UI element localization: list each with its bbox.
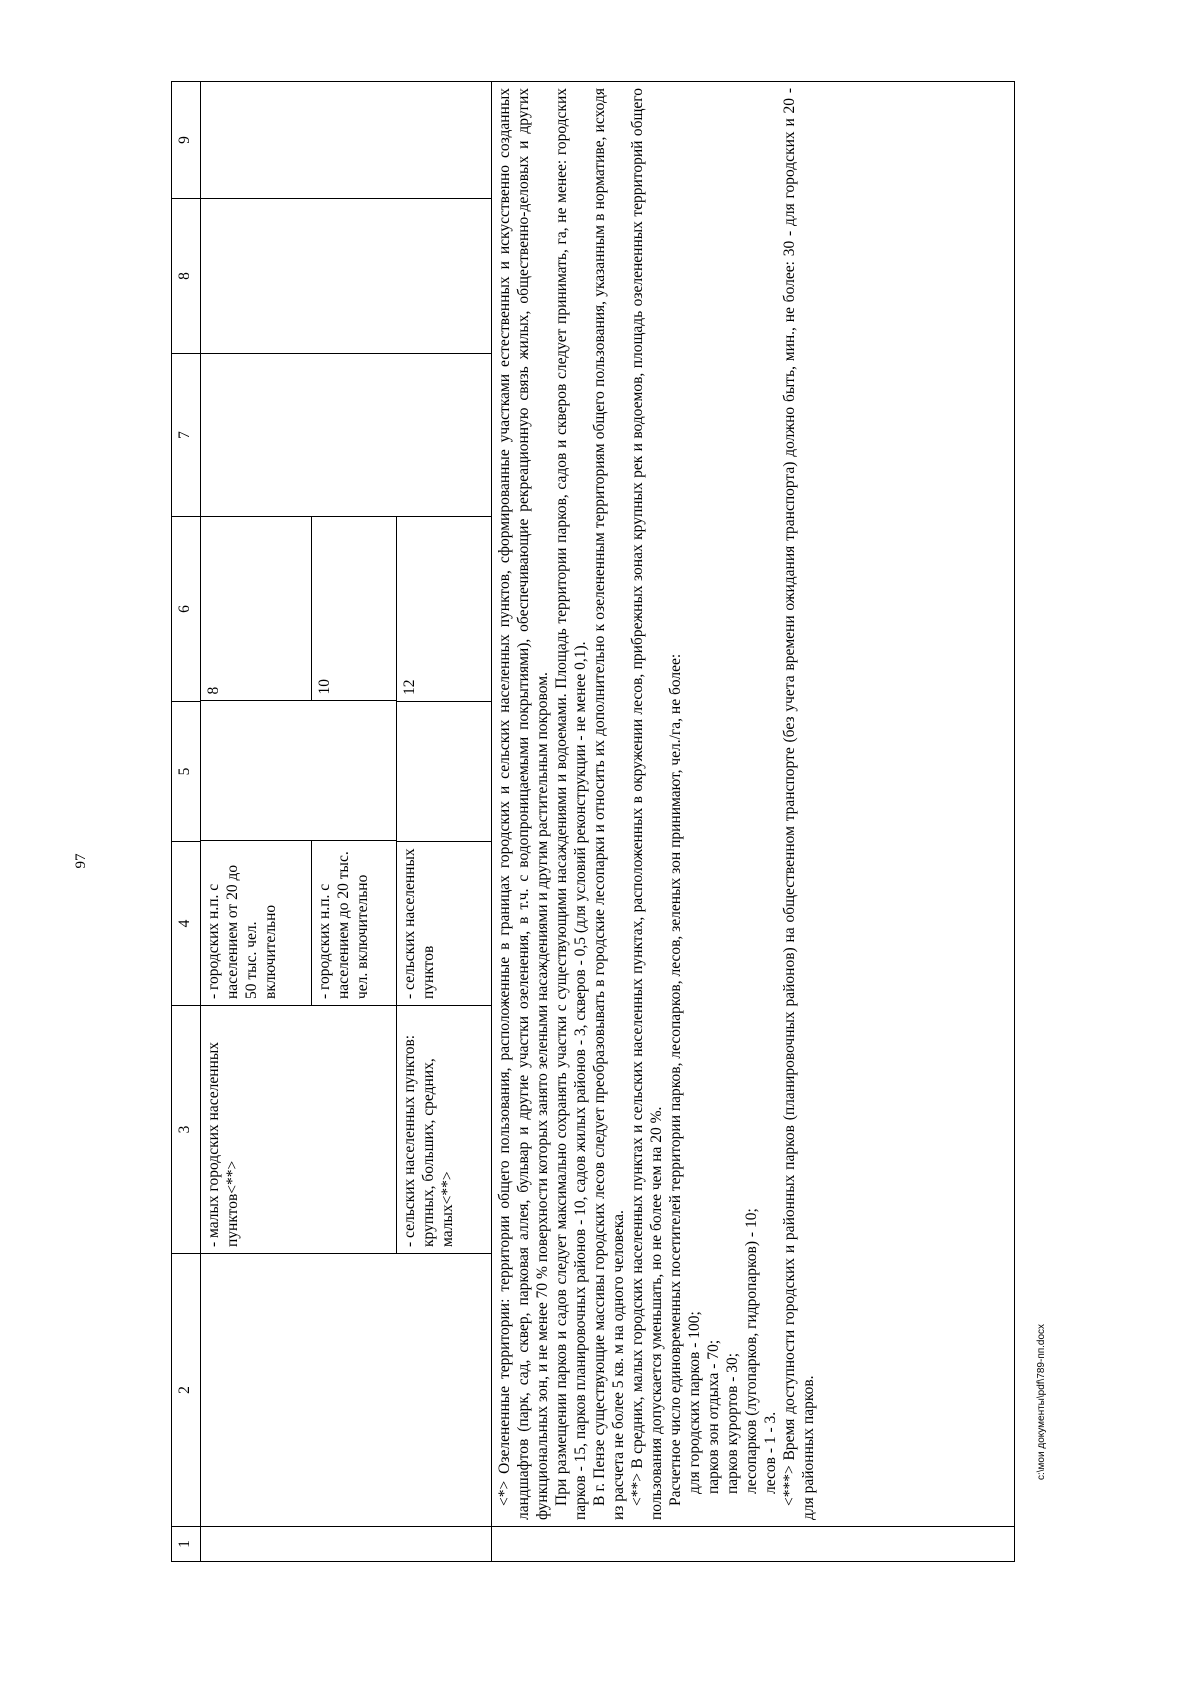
cell-col5-empty <box>201 701 396 841</box>
cell-small-towns: - малых городских населенных пунктов<**> <box>201 1006 397 1254</box>
col-header-7: 7 <box>172 354 201 517</box>
cell-col1 <box>201 1527 492 1562</box>
cell-rural-type: - сельских населенных пунктов <box>397 842 492 1006</box>
visitor-item-recreation: парков зон отдыха - 70; <box>705 1339 722 1494</box>
col-header-1: 1 <box>172 1527 201 1562</box>
note-accessibility: <***> Время доступности городских и районных парков (планировочных районов) на общественном транспорте (без учета времени ожидания транспорта) должно быть, мин., не более: 30 - для городских и 20 - для районных парков. <box>781 88 817 1520</box>
visitor-item-city-parks: для городских парков - 100; <box>686 1311 703 1494</box>
cell-norm-10: 10 <box>315 679 333 695</box>
cell-col8 <box>201 199 492 354</box>
norms-table <box>171 81 1015 1562</box>
cell-col5-rural <box>397 702 492 842</box>
cell-norm-8: 8 <box>201 516 311 701</box>
visitor-item-forests: лесов - 1 - 3. <box>762 1411 779 1494</box>
col-header-4: 4 <box>172 842 201 1006</box>
notes-col1 <box>492 1527 1015 1562</box>
col-header-5: 5 <box>172 702 201 842</box>
page-number: 97 <box>73 853 89 869</box>
cell-norm-12: 12 <box>397 517 492 702</box>
note-visitors: Расчетное число единовременных посетителей территории парков, лесопарков, лесов, зеленых зон принимают, чел./га, не более: <box>667 653 684 1506</box>
note-penza-forests: В г. Пензе существующие массивы городских лесов следует преобразовывать в городские лесопарки и относить их дополнительно к озелененным территориям общего пользования, указанным в нормативе, исходя из расчета не более 5 кв. м на одного человека. <box>591 88 627 1520</box>
cell-towns-under-20: - городских н.п. с населением до 20 тыс. чел. включительно <box>311 841 396 1005</box>
cell-rural-settlements: - сельских населенных пунктов: крупных, больших, средних, малых<**> <box>397 1006 492 1254</box>
cell-col7 <box>201 354 492 517</box>
note-green-areas: <*> Озелененные территории: территории общего пользования, расположенные в границах городских и сельских населенных пунктов, сформированные участками естественных и искусственно созданных ландшафтов (парк, сад, сквер, парковая аллея, бульвар и другие участки озеленения, в т.ч. с водопроницаемыми покрытиями), обеспечивающие рекреационную связь жилых, общественно-деловых и других функциональных зон, и не менее 70 % поверхности которых занято зелеными насаждениями и другим растительным покровом. <box>496 88 551 1520</box>
column-number-row <box>172 82 201 1562</box>
visitor-item-forest-parks: лесопарков (лугопарков, гидропарков) - 10; <box>743 1208 760 1494</box>
subrows-cell <box>201 517 397 1006</box>
file-path-footer: c:\мои документы\pdf\789-пп.docx <box>1036 1323 1047 1480</box>
col-header-3: 3 <box>172 1006 201 1254</box>
cell-col2 <box>201 1254 492 1527</box>
col-header-6: 6 <box>172 517 201 702</box>
rotated-table-region <box>171 82 1015 1562</box>
note-reduction: <**> В средних, малых городских населенных пунктах и сельских населенных пунктах, расположенных в окружении лесов, прибрежных зонах крупных рек и водоемов, площадь озелененных территорий общего пользования допускается уменьшать, но не более чем на 20 %. <box>629 88 665 1520</box>
cell-col9 <box>201 82 492 199</box>
visitor-item-resorts: парков курортов - 30; <box>724 1352 741 1494</box>
col-header-2: 2 <box>172 1254 201 1527</box>
notes-cell <box>492 82 1015 1527</box>
table-row-small-towns <box>201 82 397 1562</box>
col-header-9: 9 <box>172 82 201 199</box>
note-parks-placement: При размещении парков и садов следует максимально сохранять участки с существующими насаждениями и водоемами. Площадь территории парков, садов и скверов следует принимать, га, не менее: городских парков - 15, парков планировочных районов - 10, садов жилых районов - 3, скверов - 0,5 (для условий реконструкции - не менее 0,1). <box>553 88 589 1520</box>
notes-row <box>492 82 1015 1562</box>
col-header-8: 8 <box>172 199 201 354</box>
cell-towns-20-50: - городских н.п. с населением от 20 до 50 тыс. чел. включительно <box>201 841 311 1005</box>
